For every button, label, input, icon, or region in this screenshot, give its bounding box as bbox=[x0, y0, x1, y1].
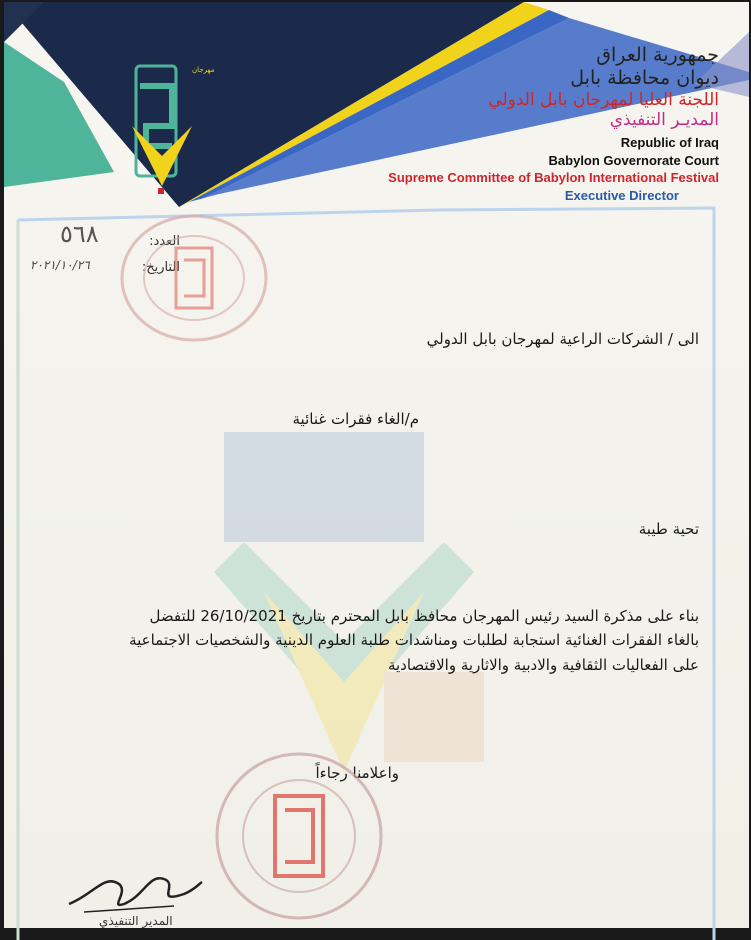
header-director-en: Executive Director bbox=[564, 188, 679, 204]
festival-stamp-icon bbox=[114, 208, 274, 348]
header-country-en: Republic of Iraq bbox=[620, 135, 719, 151]
header-committee-ar: اللجنة العليا لمهرجان بابل الدولي bbox=[488, 89, 719, 110]
festival-logo-icon bbox=[122, 56, 215, 196]
header-director-ar: المديـر التنفيذي bbox=[609, 109, 719, 130]
header-country-ar: جمهورية العراق bbox=[596, 44, 719, 66]
header-governorate-en: Babylon Governorate Court bbox=[548, 152, 719, 168]
letterhead bbox=[279, 44, 719, 205]
paragraph-line: على الفعاليات الثقافية والادبية والاثارية والاقتصادية bbox=[387, 655, 699, 674]
letter-page bbox=[4, 2, 749, 928]
reference-number: ٥٦٨ bbox=[60, 220, 99, 248]
paragraph-line: بالغاء الفقرات الغنائية استجابة لطلبات ومناشدات طلبة العلوم الدينية والشخصيات الاجتماعية bbox=[129, 631, 699, 650]
svg-text:مهرجان: مهرجان bbox=[192, 66, 215, 74]
letter-paragraph bbox=[59, 604, 699, 677]
header-committee-en: Supreme Committee of Babylon International Festival bbox=[388, 170, 719, 186]
recipient-line: الى / الشركات الراعية لمهرجان بابل الدولي bbox=[426, 330, 699, 348]
greeting: تحية طيبة bbox=[638, 520, 699, 538]
festival-stamp-icon bbox=[209, 746, 389, 926]
reference-number-label: العدد: bbox=[149, 234, 180, 249]
closing-line: واعلامنا رجاءاً bbox=[315, 764, 399, 782]
signature-title: المدير التنفيذي bbox=[99, 914, 173, 928]
subject-line: م/الغاء فقرات غنائية bbox=[292, 410, 419, 428]
reference-date-label: التاريخ: bbox=[141, 260, 180, 275]
watermark-logo bbox=[204, 422, 504, 782]
reference-date: ٢٠٢١/١٠/٢٦ bbox=[30, 258, 90, 272]
paragraph-line: بناء على مذكرة السيد رئيس المهرجان محافظ بابل المحترم بتاريخ 26/10/2021 للتفضل bbox=[149, 607, 699, 625]
header-governorate-ar: ديوان محافظة بابل bbox=[570, 66, 719, 89]
